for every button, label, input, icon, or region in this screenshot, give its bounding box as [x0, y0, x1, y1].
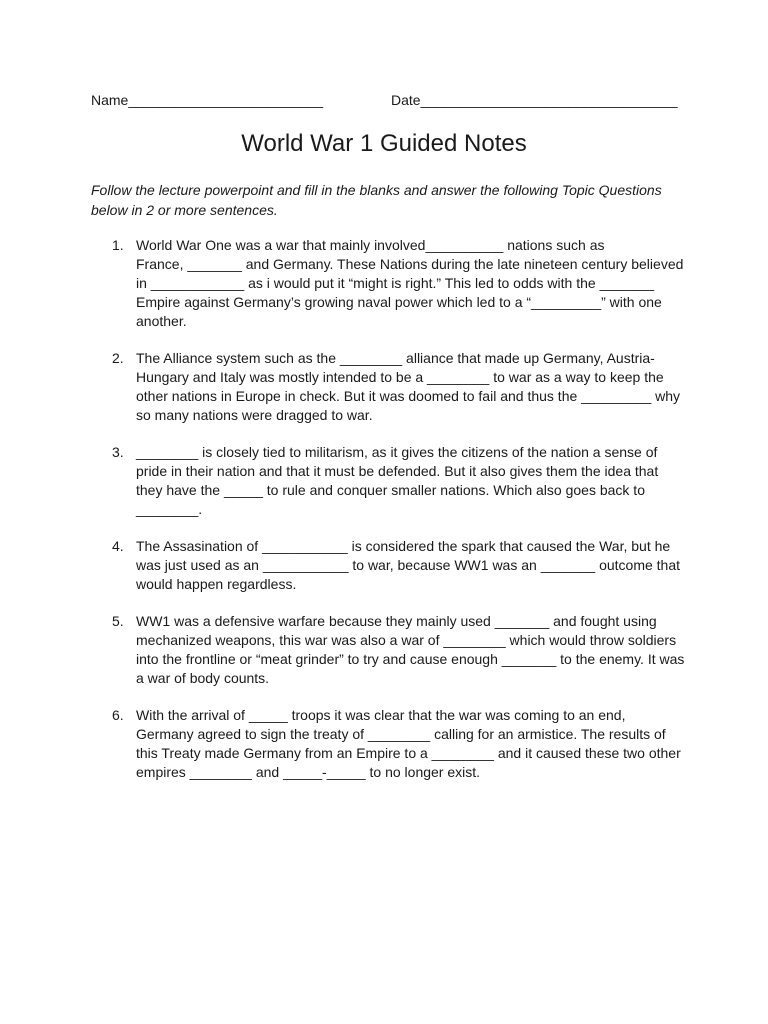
- question-line: would happen regardless.: [136, 576, 297, 592]
- question-line: so many nations were dragged to war.: [136, 407, 373, 423]
- question-line: WW1 was a defensive warfare because they mainly used _______ and fought using: [136, 613, 657, 629]
- date-field[interactable]: Date_________________________________: [391, 92, 678, 108]
- question-line: they have the _____ to rule and conquer smaller nations. Which also goes back to: [136, 482, 645, 498]
- name-field[interactable]: Name_________________________: [91, 92, 323, 108]
- question-line: another.: [136, 313, 187, 329]
- question-line: empires ________ and _____-_____ to no longer exist.: [136, 764, 481, 780]
- question-number: 6.: [112, 707, 124, 723]
- question-line: other nations in Europe in check. But it was doomed to fail and thus the _________ why: [136, 388, 681, 404]
- question-line: Germany agreed to sign the treaty of ________ calling for an armistice. The results of: [136, 726, 666, 742]
- question-number: 5.: [112, 613, 124, 629]
- question-3: [112, 443, 681, 519]
- instructions-line: below in 2 or more sentences.: [91, 202, 278, 218]
- question-line: Empire against Germany’s growing naval power which led to a “_________” with one: [136, 294, 662, 310]
- question-line: With the arrival of _____ troops it was clear that the war was coming to an end,: [136, 707, 626, 723]
- question-line: this Treaty made Germany from an Empire to a ________ and it caused these two other: [136, 745, 681, 761]
- question-line: in ____________ as i would put it “might is right.” This led to odds with the _______: [136, 275, 655, 291]
- question-number: 4.: [112, 538, 124, 554]
- question-line: into the frontline or “meat grinder” to try and cause enough _______ to the enemy. It was: [136, 651, 685, 667]
- page-title: World War 1 Guided Notes: [241, 130, 527, 157]
- question-line: ________.: [136, 501, 203, 517]
- question-line: World War One was a war that mainly involved__________ nations such as: [136, 237, 605, 253]
- question-line: The Alliance system such as the ________ alliance that made up Germany, Austria-: [136, 350, 655, 366]
- question-number: 3.: [112, 444, 124, 460]
- question-list: [112, 236, 685, 800]
- question-line: Hungary and Italy was mostly intended to be a ________ to war as a way to keep the: [136, 369, 664, 385]
- instructions: [91, 180, 691, 220]
- question-line: France, _______ and Germany. These Nations during the late nineteen century believed: [136, 256, 684, 272]
- question-5: [112, 612, 685, 688]
- question-line: was just used as an ___________ to war, because WW1 was an _______ outcome that: [136, 557, 681, 573]
- question-line: mechanized weapons, this war was also a war of ________ which would throw soldiers: [136, 632, 677, 648]
- question-line: pride in their nation and that it must be defended. But it also gives them the idea that: [136, 463, 659, 479]
- instructions-line: Follow the lecture powerpoint and fill in the blanks and answer the following Topic Questions: [91, 182, 662, 198]
- question-line: The Assasination of ___________ is considered the spark that caused the War, but he: [136, 538, 671, 554]
- question-number: 1.: [112, 237, 124, 253]
- question-2: [112, 349, 681, 425]
- question-number: 2.: [112, 350, 124, 366]
- question-line: ________ is closely tied to militarism, as it gives the citizens of the nation a sense of: [136, 444, 658, 460]
- question-4: [112, 537, 681, 594]
- question-1: [112, 236, 684, 331]
- question-6: [112, 706, 681, 782]
- question-line: a war of body counts.: [136, 670, 270, 686]
